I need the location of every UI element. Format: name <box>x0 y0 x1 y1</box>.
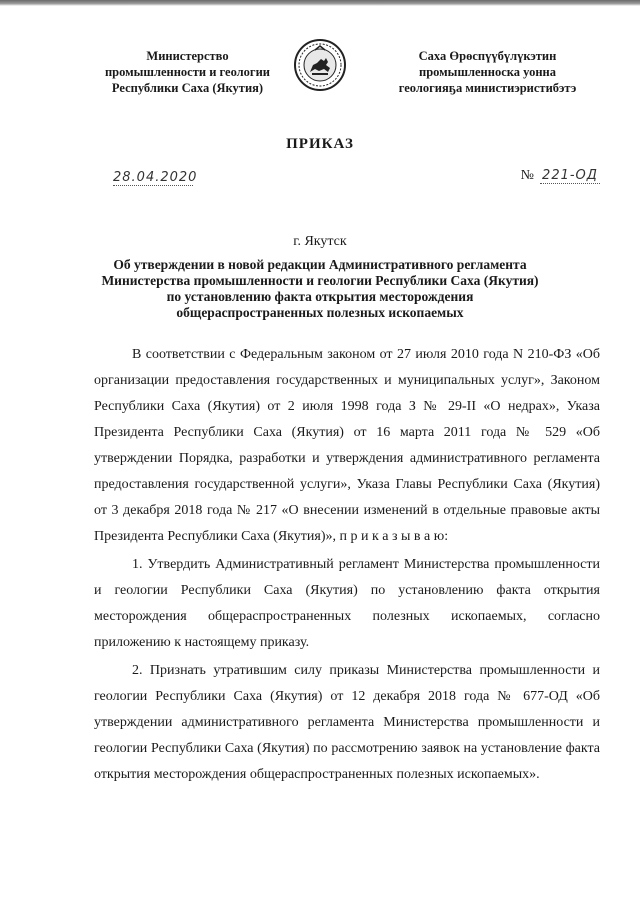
document-city: г. Якутск <box>293 234 347 249</box>
document-body <box>94 342 600 788</box>
ministry-name-russian <box>70 48 305 96</box>
heading-line-4: общераспространенных полезных ископаемых <box>176 305 464 320</box>
org-ru-line-3: Республики Саха (Якутия) <box>111 81 264 95</box>
document-number: 221-ОД <box>540 168 600 184</box>
heading-line-2: Министерства промышленности и геологии Республики Саха (Якутия) <box>101 273 539 288</box>
ministry-name-sakha <box>370 48 605 96</box>
heading-line-1: Об утверждении в новой редакции Административного регламента <box>113 257 527 272</box>
org-ru-line-1: Министерство <box>146 49 229 63</box>
document-heading <box>80 257 560 321</box>
order-item-2: 2. Признать утратившим силу приказы Министерства промышленности и геологии Республики Саха (Якутия) от 12 декабря 2018 года № 677-ОД «Об утверждении административного регламента Министерства промышленности и геологии Республики Саха (Якутия) по рассмотрению заявок на установление факта открытия месторождения общераспространенных полезных ископаемых». <box>94 663 600 782</box>
number-sign: № <box>520 168 534 183</box>
preamble-paragraph: В соответствии с Федеральным законом от 27 июля 2010 года N 210-ФЗ «Об организации предоставления государственных и муниципальных услуг», Законом Республики Саха (Якутия) от 2 июля 1998 года З № 29-II «О недрах», Указа Президента Республики Саха (Якутия) от 16 марта 2011 года № 529 «Об утверждении Порядка, разработки и утверждения административного регламента предоставления государственной услуги», Указа Главы Республики Саха (Якутия) от 3 декабря 2018 года № 217 «О внесении изменений в отдельные правовые акты Президента Республики Саха (Якутия)», п р и к а з ы в а ю: <box>94 347 600 544</box>
document-number-block <box>490 168 600 184</box>
org-sakha-line-1: Саха Өрөспүүбүлүкэтин <box>418 49 557 63</box>
letterhead <box>0 38 640 108</box>
heading-line-3: по установлению факта открытия месторождения <box>166 289 474 304</box>
document-type: ПРИКАЗ <box>286 136 354 152</box>
org-ru-line-2: промышленности и геологии <box>104 65 271 79</box>
coat-of-arms-icon <box>293 38 347 92</box>
order-item-1: 1. Утвердить Административный регламент Министерства промышленности и геологии Республики Саха (Якутия) по установлению факта открытия месторождения общераспространенных полезных ископаемых, согласно приложению к настоящему приказу. <box>94 557 600 650</box>
org-sakha-line-3: геологияҕа министиэристибэтэ <box>398 81 577 95</box>
document-date: 28.04.2020 <box>113 170 198 185</box>
scan-top-border <box>0 0 640 6</box>
org-sakha-line-2: промышленноска уонна <box>419 65 556 79</box>
